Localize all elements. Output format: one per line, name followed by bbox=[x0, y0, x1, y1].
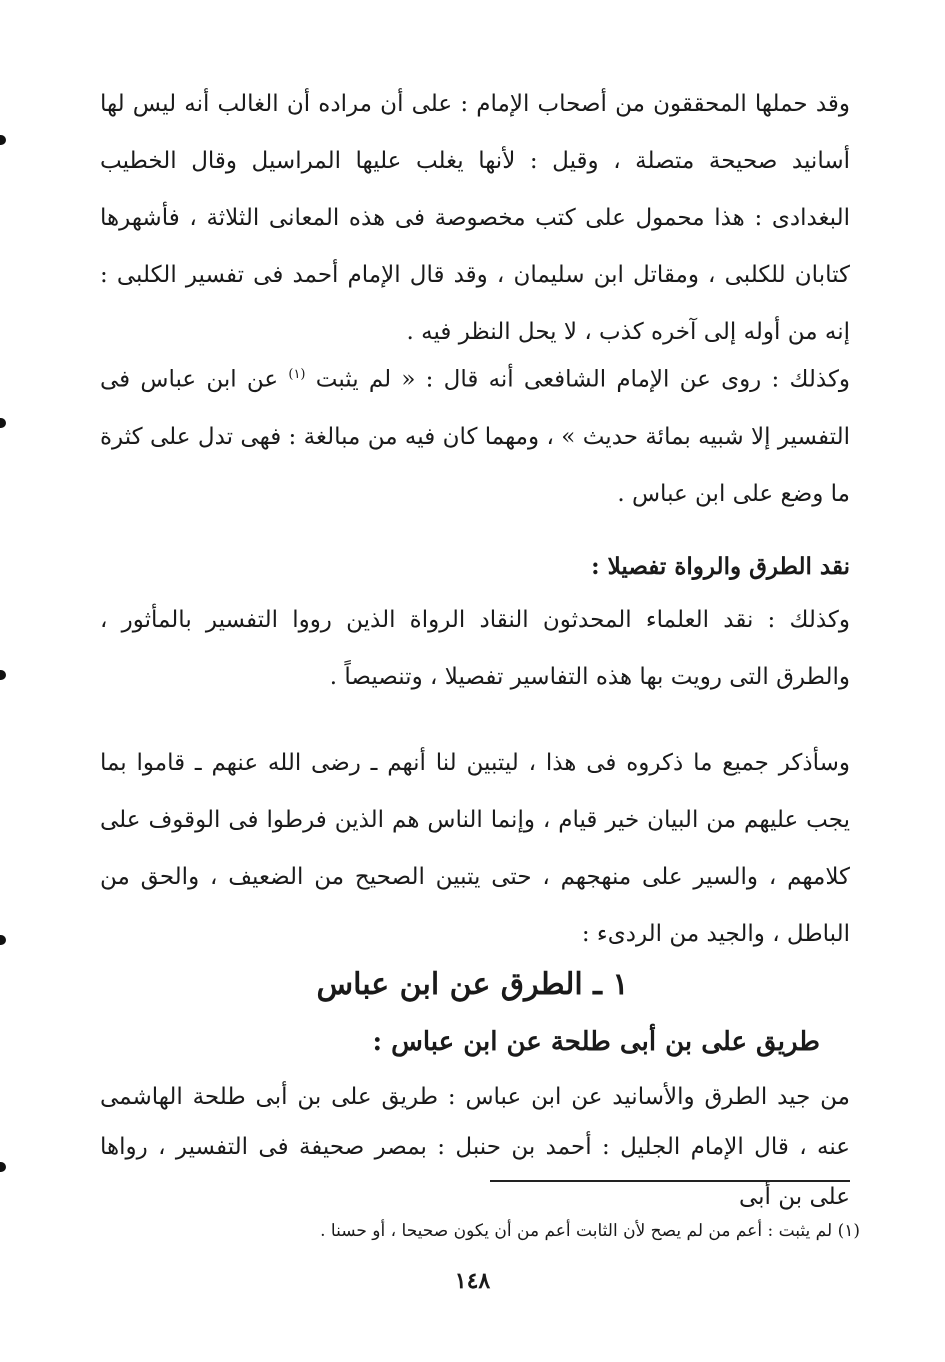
chapter-heading: ١ ـ الطرق عن ابن عباس bbox=[316, 967, 629, 1002]
footnote-divider bbox=[490, 1180, 850, 1182]
paragraph: وكذلك : نقد العلماء المحدثون النقاد الرواة الذين رووا التفسير بالمأثور ، والطرق التى رويت بها هذه التفاسير تفصيلا ، وتنصيصاً . bbox=[100, 607, 850, 690]
binding-hole-mark bbox=[0, 670, 6, 680]
footnote: (١) لم يثبت : أعم من لم يصح لأن الثابت أعم من أن يكون صحيحا ، أو حسنا . bbox=[320, 1221, 860, 1241]
paragraph: وسأذكر جميع ما ذكروه فى هذا ، ليتبين لنا أنهم ـ رضى الله عنهم ـ قاموا بما يجب عليهم من البيان خير قيام ، وإنما الناس هم الذين فرطوا فى الوقوف على كلامهم ، والسير على منهجهم ، حتى يتبين الصحيح من الضعيف ، والحق من الباطل ، والجيد من الردىء : bbox=[100, 750, 850, 947]
page-number: ١٤٨ bbox=[454, 1268, 491, 1294]
paragraph: وقد حملها المحققون من أصحاب الإمام : على أن مراده أن الغالب أنه ليس لها أسانيد صحيحة متصلة ، وقيل : لأنها يغلب عليها المراسيل وقال الخطيب البغدادى : هذا محمول على كتب مخصوصة فى هذه المعانى الثلاثة ، فأشهرها كتابان للكلبى ، ومقاتل ابن سليمان ، وقد قال الإمام أحمد فى تفسير الكلبى : إنه من أوله إلى آخره كذب ، لا يحل النظر فيه . bbox=[100, 91, 850, 345]
section-heading: نقد الطرق والرواة تفصيلا : bbox=[591, 553, 850, 580]
paragraph-text: عن ابن عباس فى التفسير إلا شبيه بمائة حديث » ، ومهما كان فيه من مبالغة : فهى تدل على كثرة ما وضع على ابن عباس . bbox=[100, 366, 850, 507]
paragraph-text: وكذلك : روى عن الإمام الشافعى أنه قال : « لم يثبت bbox=[315, 366, 851, 393]
binding-hole-mark bbox=[0, 135, 6, 145]
footnote-reference: (١) bbox=[288, 367, 306, 382]
binding-hole-mark bbox=[0, 935, 6, 945]
binding-hole-mark bbox=[0, 1162, 6, 1172]
subsection-heading: طريق على بن أبى طلحة عن ابن عباس : bbox=[372, 1027, 820, 1057]
paragraph bbox=[100, 346, 850, 523]
paragraph: من جيد الطرق والأسانيد عن ابن عباس : طريق على بن أبى طلحة الهاشمى عنه ، قال الإمام الجليل : أحمد بن حنبل : بمصر صحيفة فى التفسير ، رواها على بن أبى bbox=[100, 1084, 850, 1210]
binding-hole-mark bbox=[0, 418, 6, 428]
